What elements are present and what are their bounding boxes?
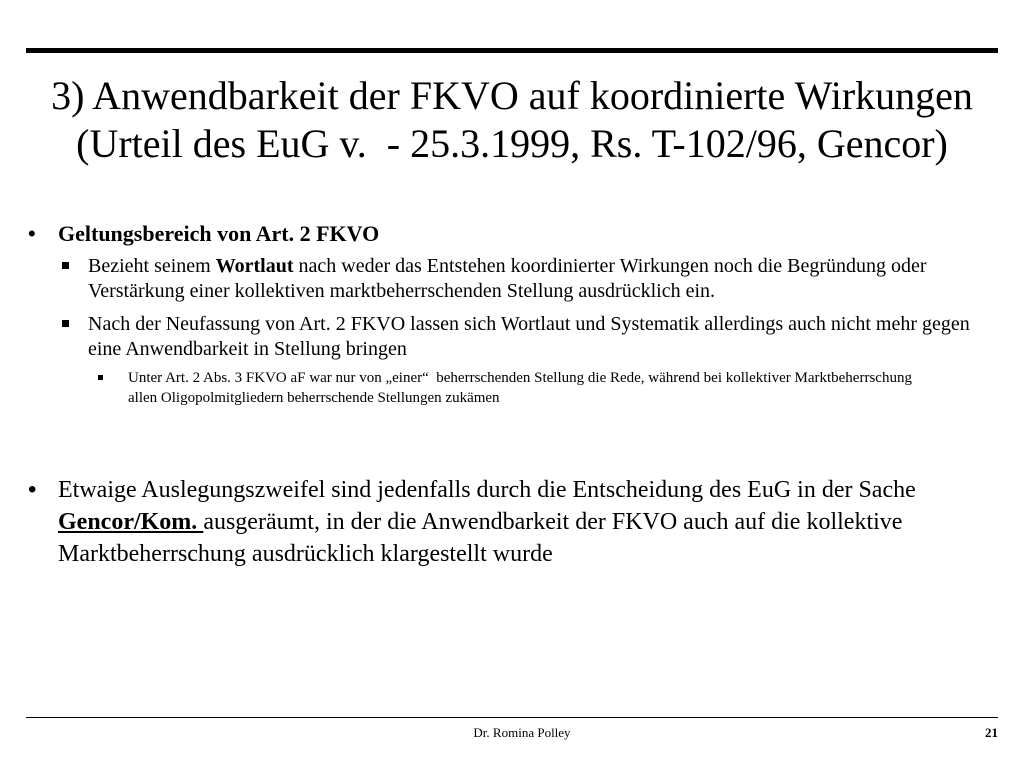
slide-title <box>0 72 1024 168</box>
sub-item-text: nach weder das Entstehen koordinierter Wirkungen noch die Begründung oder Verstärkung einer kollektiven marktbeherrschenden Stellung ausdrücklich ein. <box>88 255 927 302</box>
square-bullet-icon <box>96 368 128 388</box>
bottom-rule <box>26 717 998 718</box>
bullet-auslegungszweifel <box>28 474 988 570</box>
bullet-heading: Geltungsbereich von Art. 2 FKVO <box>58 221 380 246</box>
sub-item-text: Bezieht seinem <box>88 255 216 277</box>
top-rule <box>26 48 998 53</box>
sub-item-wortlaut <box>60 254 988 304</box>
title-line-1: 3) Anwendbarkeit der FKVO auf koordinierte Wirkungen <box>51 73 973 118</box>
subsub-list <box>96 368 988 408</box>
square-bullet-icon <box>60 254 88 280</box>
sub-item-text: Nach der Neufassung von Art. 2 FKVO lassen sich Wortlaut und Systematik allerdings auch nicht mehr gegen eine Anwendbarkeit in Stellung bringen <box>88 313 970 360</box>
bullet-text: ausgeräumt, in der die Anwendbarkeit der FKVO auch auf die kollektive Marktbeherrschung ausdrücklich klargestellt wurde <box>58 509 903 567</box>
subsub-item-text: Unter Art. 2 Abs. 3 FKVO aF war nur von „einer“ beherrschenden Stellung die Rede, während bei kollektiver Marktbeherrschung allen Oligopolmitgliedern beherrschende Stellungen zukämen <box>128 370 916 406</box>
sub-item-neufassung <box>60 312 988 362</box>
sub-item-bold: Wortlaut <box>215 255 294 277</box>
sub-list <box>60 254 988 408</box>
bullet-marker: • <box>28 221 36 246</box>
title-line-2: (Urteil des EuG v. - 25.3.1999, Rs. T-102/96, Gencor) <box>76 121 948 166</box>
page-number: 21 <box>985 725 998 740</box>
case-reference: Gencor/Kom. <box>58 509 204 535</box>
subsub-item <box>96 368 988 408</box>
bullet-marker: • <box>28 476 37 503</box>
bullet-text: Etwaige Auslegungszweifel sind jedenfalls durch die Entscheidung des EuG in der Sache <box>58 477 916 503</box>
footer-author: Dr. Romina Polley <box>473 725 571 740</box>
square-bullet-icon <box>60 312 88 338</box>
bullet-geltungsbereich <box>28 220 988 408</box>
